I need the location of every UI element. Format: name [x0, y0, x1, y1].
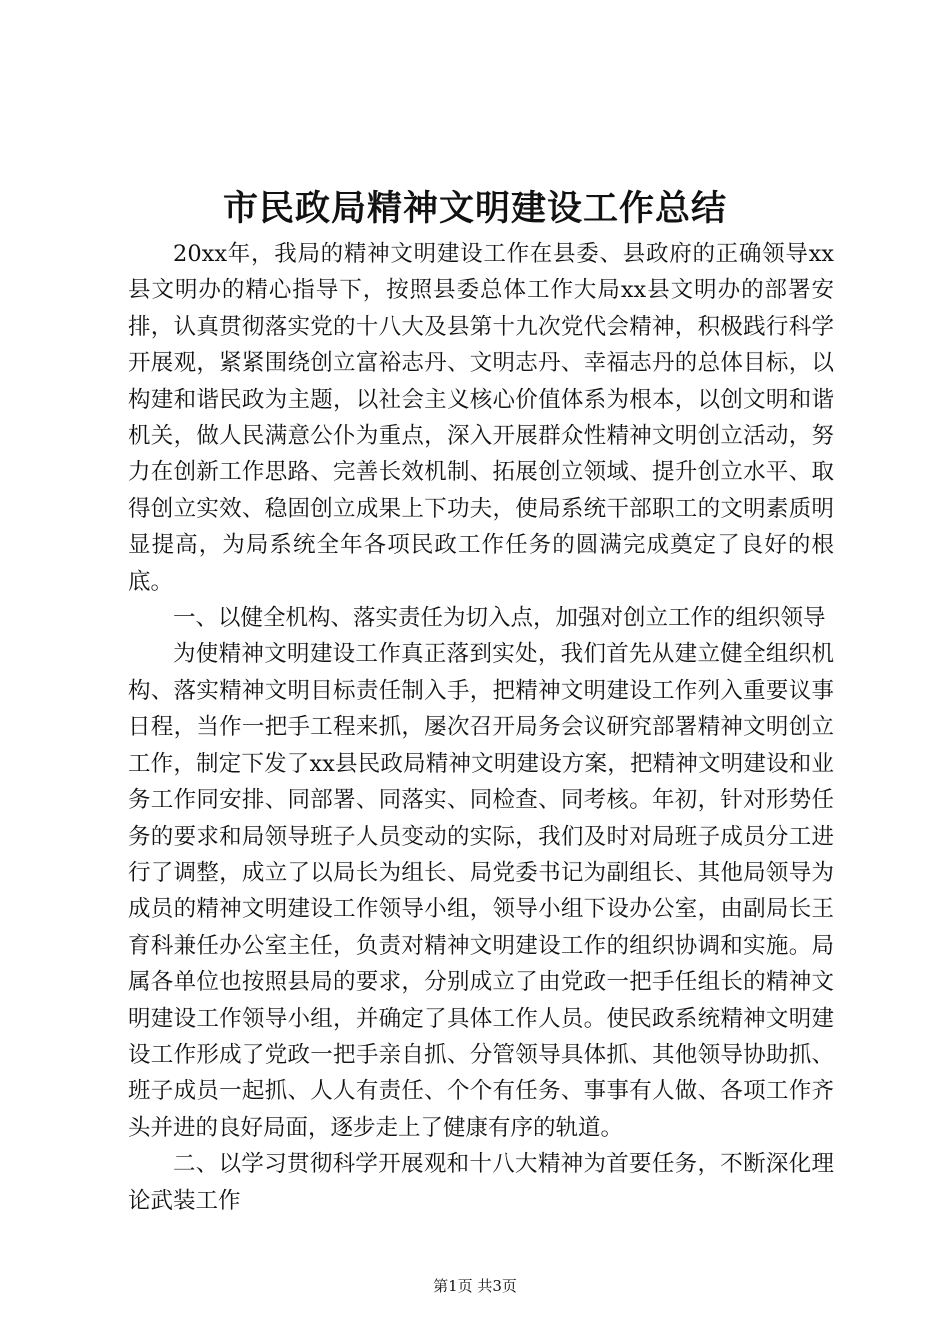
section-heading-1: 一、以健全机构、落实责任为切入点，加强对创立工作的组织领导	[173, 605, 826, 632]
page-number-footer: 第1页 共3页	[433, 1277, 517, 1295]
document-body	[128, 236, 834, 1219]
section-1-paragraph: 为使精神文明建设工作真正落到实处，我们首先从建立健全组织机构、落实精神文明目标责任制入手，把精神文明建设工作列入重要议事日程，当作一把手工程来抓，屡次召开局务会议研究部署精神文明创立工作，制定下发了xx县民政局精神文明建设方案，把精神文明建设和业务工作同安排、同部署、同落实、同检查、同考核。年初，针对形势任务的要求和局领导班子人员变动的实际，我们及时对局班子成员分工进行了调整，成立了以局长为组长、局党委书记为副组长、其他局领导为成员的精神文明建设工作领导小组，领导小组下设办公室，由副局长王育科兼任办公室主任，负责对精神文明建设工作的组织协调和实施。局属各单位也按照县局的要求，分别成立了由党政一把手任组长的精神文明建设工作领导小组，并确定了具体工作人员。使民政系统精神文明建设工作形成了党政一把手亲自抓、分管领导具体抓、其他领导协助抓、班子成员一起抓、人人有责任、个个有任务、事事有人做、各项工作齐头并进的良好局面，逐步走上了健康有序的轨道。	[128, 641, 834, 1141]
section-heading-2: 二、以学习贯彻科学开展观和十八大精神为首要任务，不断深化理论武装工作	[128, 1151, 834, 1214]
document-title: 市民政局精神文明建设工作总结	[222, 189, 727, 229]
intro-paragraph: 20xx年，我局的精神文明建设工作在县委、县政府的正确领导xx县文明办的精心指导下，按照县委总体工作大局xx县文明办的部署安排，认真贯彻落实党的十八大及县第十九次党代会精神，积极践行科学开展观，紧紧围绕创立富裕志丹、文明志丹、幸福志丹的总体目标，以构建和谐民政为主题，以社会主义核心价值体系为根本，以创文明和谐机关，做人民满意公仆为重点，深入开展群众性精神文明创立活动，努力在创新工作思路、完善长效机制、拓展创立领域、提升创立水平、取得创立实效、稳固创立成果上下功夫，使局系统干部职工的文明素质明显提高，为局系统全年各项民政工作任务的圆满完成奠定了良好的根底。	[128, 241, 834, 595]
